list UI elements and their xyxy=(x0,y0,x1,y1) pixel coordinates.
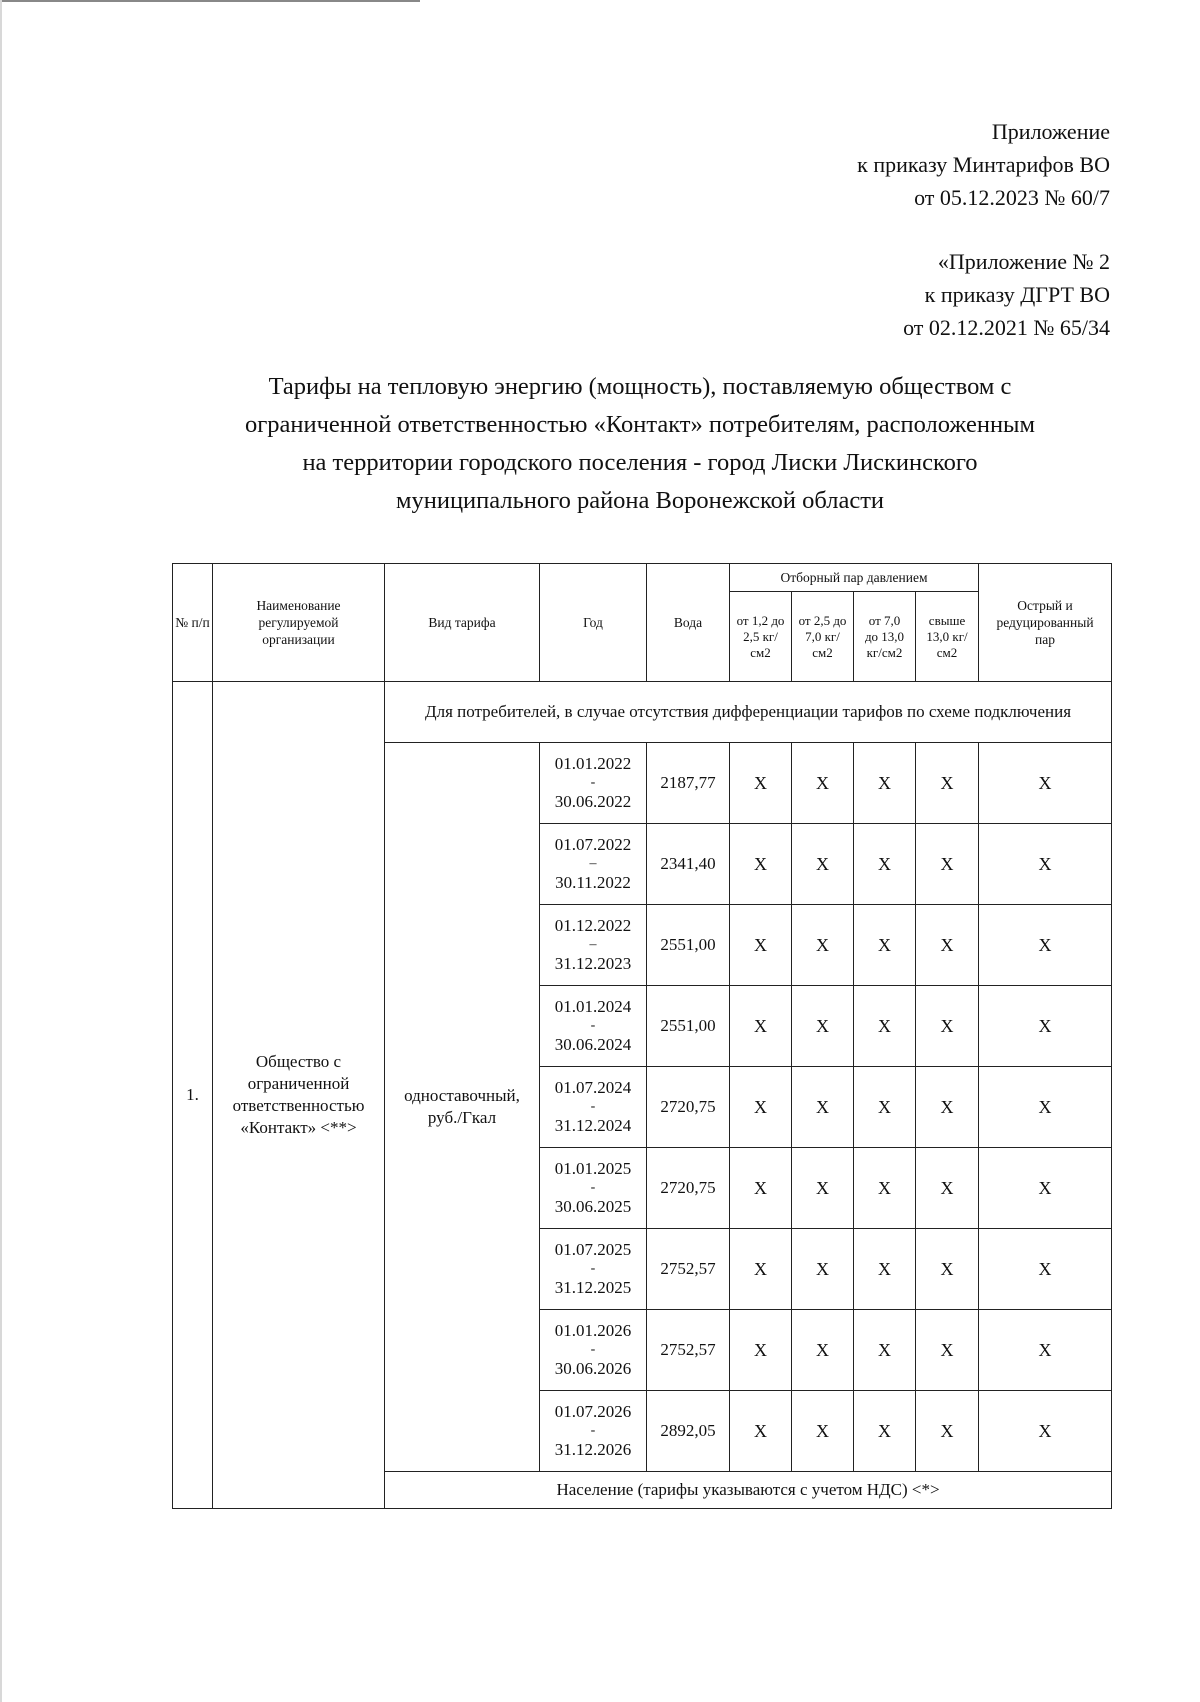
steam-tariff: X xyxy=(916,1067,979,1148)
header-line: «Приложение № 2 xyxy=(937,249,1110,274)
col-header-num: № п/п xyxy=(173,564,213,682)
col-header-year: Год xyxy=(540,564,647,682)
sharp-steam-tariff: X xyxy=(979,1310,1112,1391)
period-start: 01.07.2024 xyxy=(554,1078,632,1097)
steam-tariff: X xyxy=(730,905,792,986)
period-separator: - xyxy=(590,775,596,790)
steam-tariff: X xyxy=(792,905,854,986)
water-tariff: 2341,40 xyxy=(647,824,730,905)
period-separator: – xyxy=(589,856,597,871)
period-end: 30.06.2022 xyxy=(554,792,632,811)
period-separator: - xyxy=(590,1018,596,1033)
scan-edge-left xyxy=(0,0,2,1702)
header-line: от 02.12.2021 № 65/34 xyxy=(903,315,1110,340)
steam-tariff: X xyxy=(792,1391,854,1472)
col-header-steam-group: Отборный пар давлением xyxy=(730,564,979,592)
period-cell xyxy=(540,905,647,986)
steam-tariff: X xyxy=(916,905,979,986)
scan-edge-top xyxy=(0,0,420,2)
period-start: 01.01.2022 xyxy=(554,754,632,773)
steam-tariff: X xyxy=(916,743,979,824)
tariff-type: одноставочный, руб./Гкал xyxy=(385,743,540,1472)
steam-tariff: X xyxy=(730,824,792,905)
steam-tariff: X xyxy=(854,1067,916,1148)
steam-tariff: X xyxy=(730,1310,792,1391)
period-separator: - xyxy=(590,1261,596,1276)
period-separator: - xyxy=(590,1180,596,1195)
row-number: 1. xyxy=(173,682,213,1509)
header-line: от 05.12.2023 № 60/7 xyxy=(914,185,1110,210)
col-header-steam-4: свыше 13,0 кг/см2 xyxy=(916,592,979,682)
steam-tariff: X xyxy=(916,1229,979,1310)
organization-name: Общество с ограниченной ответственностью «Контакт» <**> xyxy=(213,682,385,1509)
header-line: Приложение xyxy=(991,119,1110,144)
col-header-org: Наименование регулируемой организации xyxy=(213,564,385,682)
sharp-steam-tariff: X xyxy=(979,1391,1112,1472)
period-cell xyxy=(540,1229,647,1310)
water-tariff: 2551,00 xyxy=(647,905,730,986)
water-tariff: 2752,57 xyxy=(647,1229,730,1310)
steam-tariff: X xyxy=(792,1310,854,1391)
header-line: к приказу Минтарифов ВО xyxy=(857,152,1110,177)
steam-tariff: X xyxy=(916,986,979,1067)
period-start: 01.01.2024 xyxy=(554,997,632,1016)
document-title xyxy=(160,368,1120,520)
steam-tariff: X xyxy=(730,1391,792,1472)
steam-tariff: X xyxy=(730,1148,792,1229)
section-title: Для потребителей, в случае отсутствия дифференциации тарифов по схеме подключения xyxy=(385,682,1112,743)
steam-tariff: X xyxy=(792,824,854,905)
period-cell xyxy=(540,1148,647,1229)
period-end: 30.06.2026 xyxy=(554,1359,632,1378)
col-header-tariff-type: Вид тарифа xyxy=(385,564,540,682)
period-start: 01.07.2022 xyxy=(554,835,632,854)
steam-tariff: X xyxy=(916,1310,979,1391)
period-end: 30.11.2022 xyxy=(555,873,631,892)
period-cell xyxy=(540,824,647,905)
original-appendix-header xyxy=(903,245,1110,344)
title-line: на территории городского поселения - город Лиски Лискинского xyxy=(302,449,978,476)
period-start: 01.01.2025 xyxy=(554,1159,632,1178)
period-end: 31.12.2026 xyxy=(554,1440,632,1459)
period-cell xyxy=(540,986,647,1067)
steam-tariff: X xyxy=(854,1391,916,1472)
sharp-steam-tariff: X xyxy=(979,1229,1112,1310)
period-end: 31.12.2023 xyxy=(554,954,632,973)
sharp-steam-tariff: X xyxy=(979,1148,1112,1229)
steam-tariff: X xyxy=(792,743,854,824)
sharp-steam-tariff: X xyxy=(979,905,1112,986)
period-separator: - xyxy=(590,1099,596,1114)
water-tariff: 2892,05 xyxy=(647,1391,730,1472)
title-line: муниципального района Воронежской области xyxy=(395,487,885,514)
steam-tariff: X xyxy=(730,1067,792,1148)
period-end: 31.12.2025 xyxy=(554,1278,632,1297)
steam-tariff: X xyxy=(854,986,916,1067)
period-start: 01.07.2025 xyxy=(554,1240,632,1259)
section-population: Население (тарифы указываются с учетом НДС) <*> xyxy=(385,1472,1112,1509)
steam-tariff: X xyxy=(854,824,916,905)
sharp-steam-tariff: X xyxy=(979,986,1112,1067)
col-header-sharp-steam: Острый и редуцированный пар xyxy=(979,564,1112,682)
period-start: 01.12.2022 xyxy=(554,916,632,935)
steam-tariff: X xyxy=(730,743,792,824)
steam-tariff: X xyxy=(916,1391,979,1472)
period-cell xyxy=(540,1067,647,1148)
steam-tariff: X xyxy=(916,1148,979,1229)
steam-tariff: X xyxy=(792,986,854,1067)
steam-tariff: X xyxy=(854,1310,916,1391)
period-separator: - xyxy=(590,1342,596,1357)
appendix-header xyxy=(857,115,1110,214)
water-tariff: 2752,57 xyxy=(647,1310,730,1391)
col-header-steam-1: от 1,2 до 2,5 кг/см2 xyxy=(730,592,792,682)
period-cell xyxy=(540,743,647,824)
col-header-steam-2: от 2,5 до 7,0 кг/см2 xyxy=(792,592,854,682)
period-end: 30.06.2024 xyxy=(554,1035,632,1054)
period-end: 31.12.2024 xyxy=(554,1116,632,1135)
steam-tariff: X xyxy=(854,1148,916,1229)
water-tariff: 2551,00 xyxy=(647,986,730,1067)
period-end: 30.06.2025 xyxy=(554,1197,632,1216)
water-tariff: 2720,75 xyxy=(647,1148,730,1229)
steam-tariff: X xyxy=(916,824,979,905)
period-cell xyxy=(540,1391,647,1472)
header-line: к приказу ДГРТ ВО xyxy=(924,282,1110,307)
period-separator: – xyxy=(589,937,597,952)
steam-tariff: X xyxy=(854,905,916,986)
title-line: Тарифы на тепловую энергию (мощность), поставляемую обществом с xyxy=(268,373,1012,400)
steam-tariff: X xyxy=(730,986,792,1067)
steam-tariff: X xyxy=(792,1148,854,1229)
steam-tariff: X xyxy=(854,743,916,824)
period-start: 01.07.2026 xyxy=(554,1402,632,1421)
title-line: ограниченной ответственностью «Контакт» потребителям, расположенным xyxy=(244,411,1036,438)
period-start: 01.01.2026 xyxy=(554,1321,632,1340)
steam-tariff: X xyxy=(854,1229,916,1310)
water-tariff: 2720,75 xyxy=(647,1067,730,1148)
sharp-steam-tariff: X xyxy=(979,743,1112,824)
period-cell xyxy=(540,1310,647,1391)
period-separator: - xyxy=(590,1423,596,1438)
steam-tariff: X xyxy=(730,1229,792,1310)
sharp-steam-tariff: X xyxy=(979,824,1112,905)
col-header-water: Вода xyxy=(647,564,730,682)
steam-tariff: X xyxy=(792,1067,854,1148)
sharp-steam-tariff: X xyxy=(979,1067,1112,1148)
water-tariff: 2187,77 xyxy=(647,743,730,824)
col-header-steam-3: от 7,0 до 13,0 кг/см2 xyxy=(854,592,916,682)
tariff-table xyxy=(172,563,1112,1509)
steam-tariff: X xyxy=(792,1229,854,1310)
